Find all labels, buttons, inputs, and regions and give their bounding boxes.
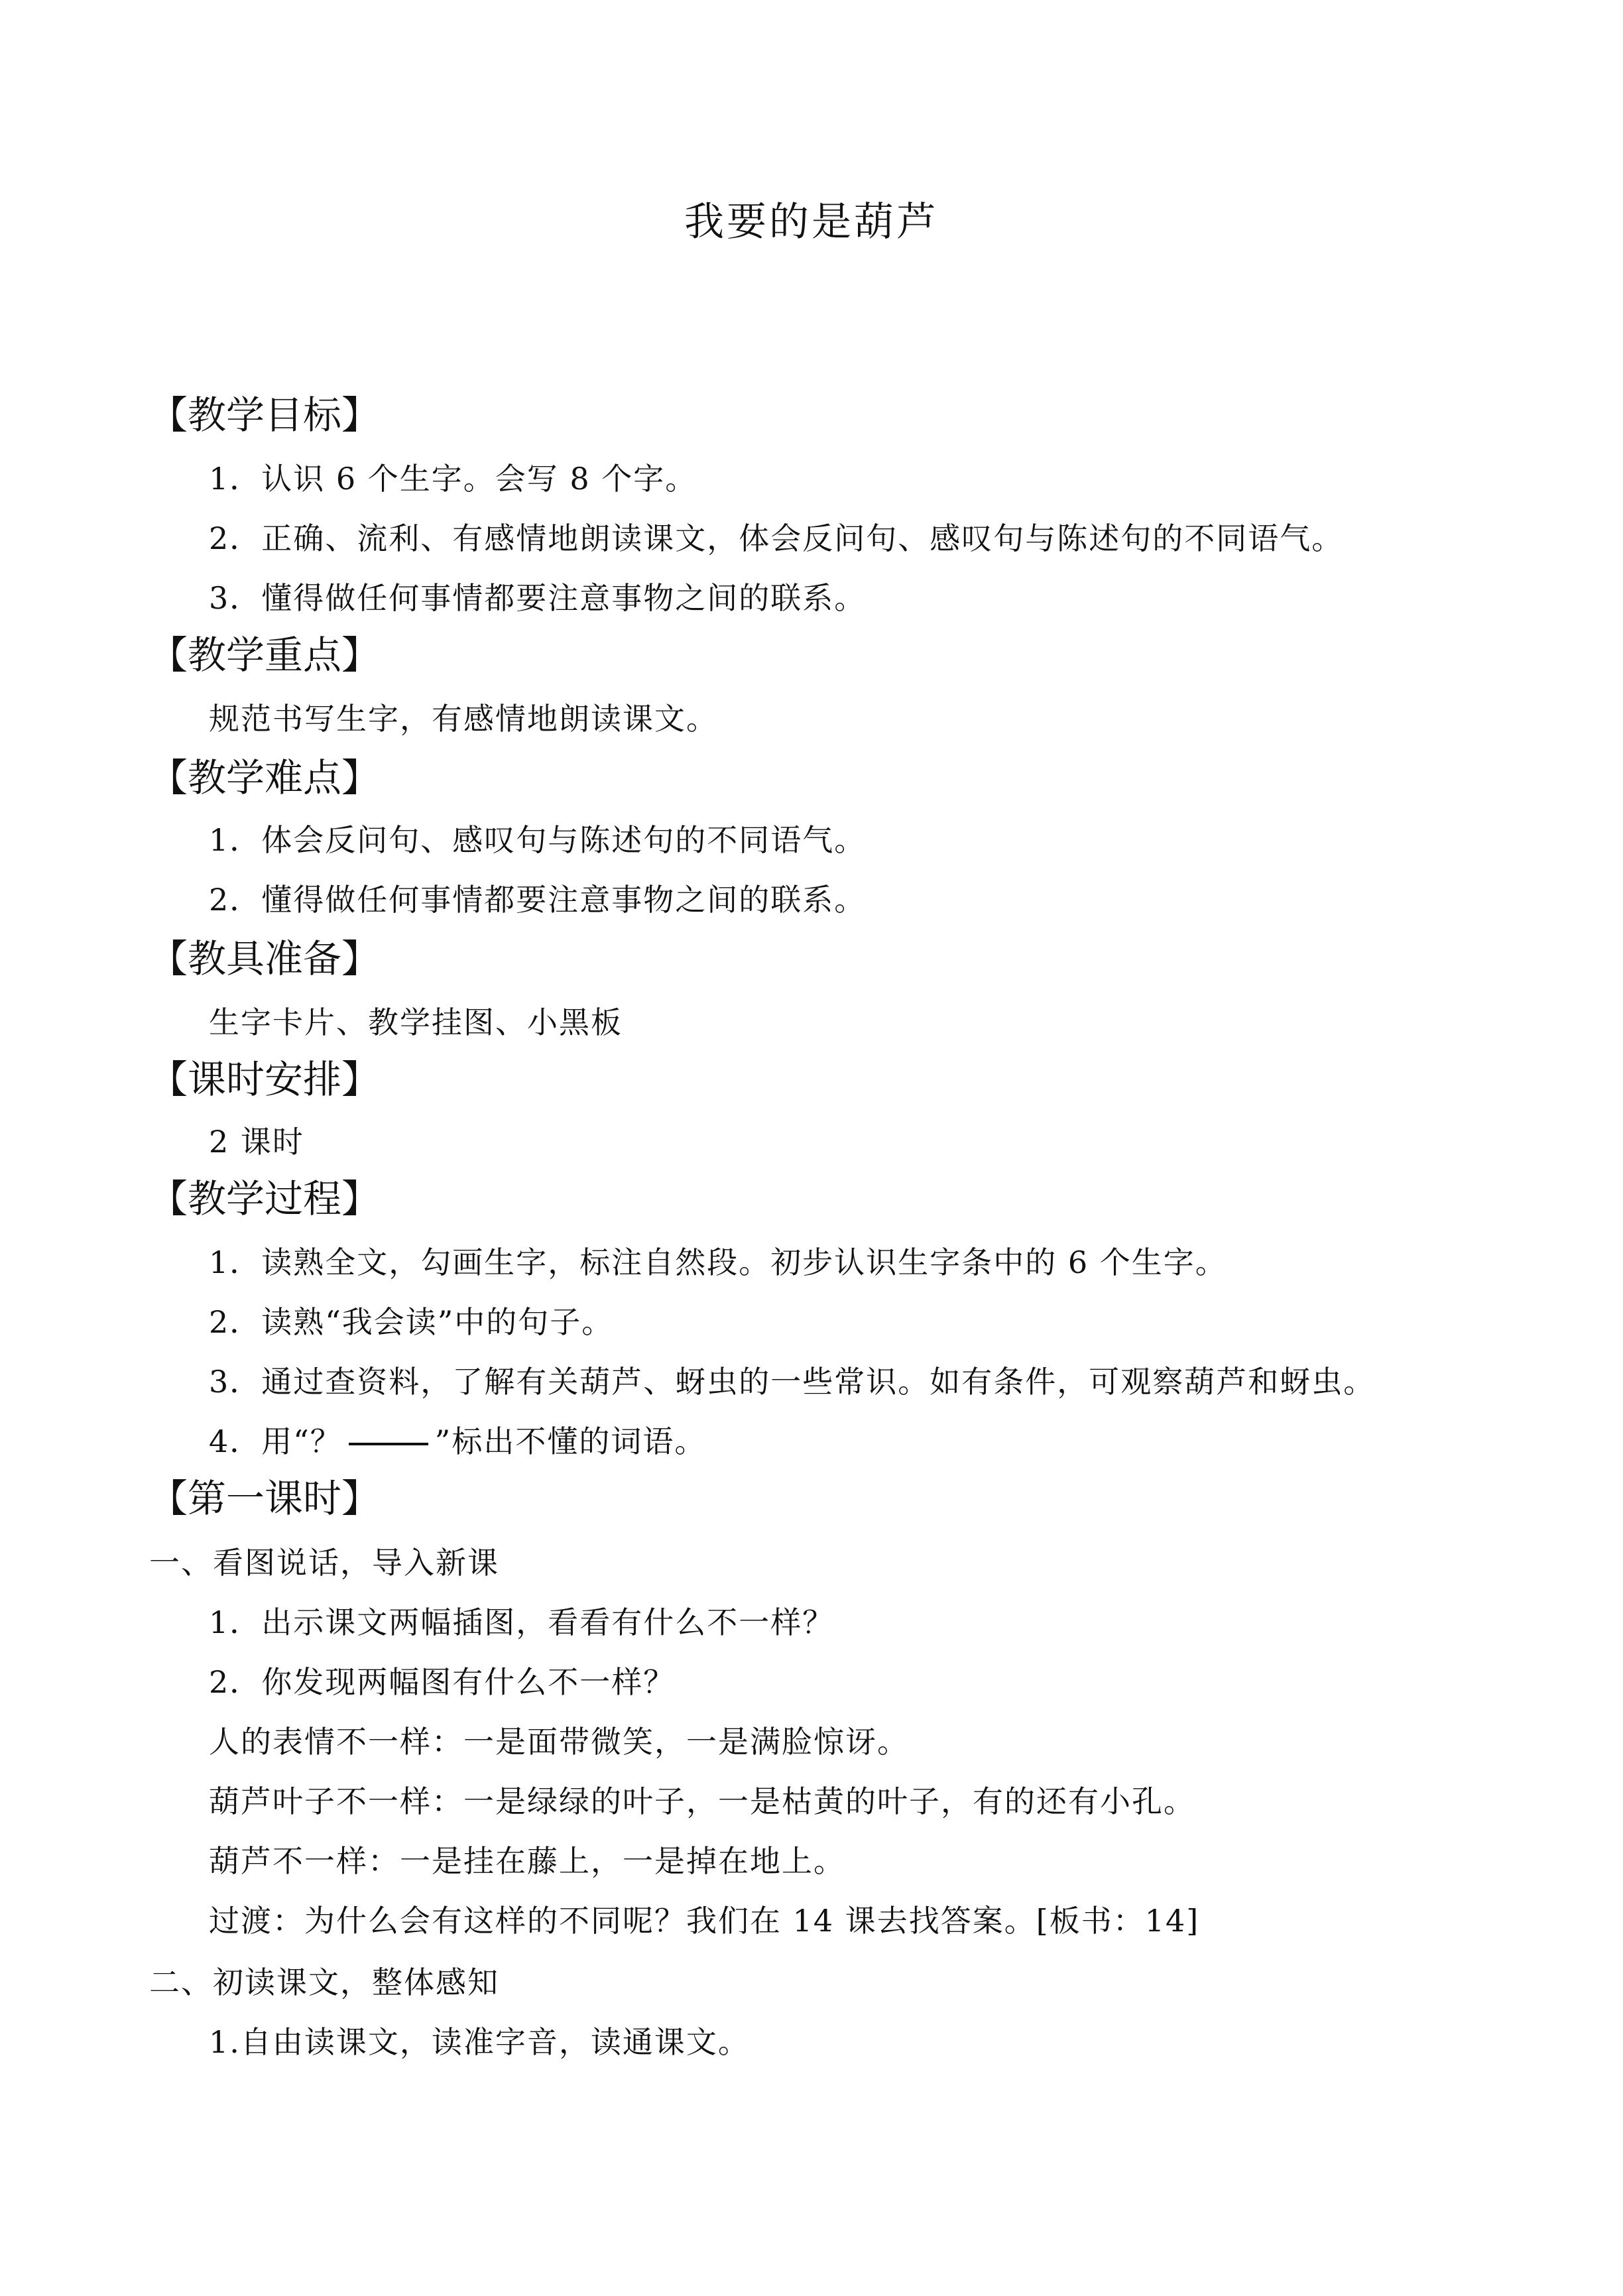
section-title: 二、初读课文，整体感知 (149, 1964, 499, 2000)
materials-text: 生字卡片、教学挂图、小黑板 (209, 1004, 623, 1040)
lesson-item: 1.自由读课文，读准字音，读通课文。 (209, 2024, 750, 2060)
difficulties-heading: 【教学难点】 (149, 755, 381, 800)
underline-mark (349, 1443, 428, 1445)
difficulty-item: 1．体会反问句、感叹句与陈述句的不同语气。 (209, 822, 867, 858)
process-item-4-suffix: ”标出不懂的词语。 (434, 1423, 707, 1459)
objective-item: 2．正确、流利、有感情地朗读课文，体会反问句、感叹句与陈述句的不同语气。 (209, 520, 1344, 556)
lesson-item: 1．出示课文两幅插图，看看有什么不一样？ (209, 1604, 835, 1640)
schedule-text: 2 课时 (209, 1124, 304, 1160)
lesson-item: 2．你发现两幅图有什么不一样？ (209, 1664, 676, 1700)
process-item: 1．读熟全文，勾画生字，标注自然段。初步认识生字条中的 6 个生字。 (209, 1244, 1227, 1280)
process-item: 2．读熟“我会读”中的句子。 (209, 1304, 614, 1340)
objective-item: 3．懂得做任何事情都要注意事物之间的联系。 (209, 580, 867, 616)
lesson-item: 葫芦叶子不一样：一是绿绿的叶子，一是枯黄的叶子，有的还有小孔。 (209, 1783, 1195, 1819)
process-item-4 (209, 1420, 706, 1463)
section-title: 一、看图说话，导入新课 (149, 1545, 499, 1581)
lesson-item: 过渡：为什么会有这样的不同呢？我们在 14 课去找答案。[板书：14] (209, 1903, 1200, 1939)
page-title: 我要的是葫芦 (684, 199, 939, 245)
process-item: 3．通过查资料，了解有关葫芦、蚜虫的一些常识。如有条件，可观察葫芦和蚜虫。 (209, 1364, 1376, 1400)
schedule-heading: 【课时安排】 (149, 1057, 381, 1102)
lesson-item: 人的表情不一样：一是面带微笑，一是满脸惊讶。 (209, 1724, 909, 1760)
process-heading: 【教学过程】 (149, 1176, 381, 1221)
lesson1-heading: 【第一课时】 (149, 1476, 381, 1521)
difficulty-item: 2．懂得做任何事情都要注意事物之间的联系。 (209, 882, 867, 918)
process-item-4-prefix: 4．用“？ (209, 1423, 342, 1459)
materials-heading: 【教具准备】 (149, 936, 381, 981)
key-points-heading: 【教学重点】 (149, 633, 381, 678)
lesson-item: 葫芦不一样：一是挂在藤上，一是掉在地上。 (209, 1843, 845, 1879)
objectives-heading: 【教学目标】 (149, 393, 381, 438)
key-points-text: 规范书写生字，有感情地朗读课文。 (209, 701, 718, 737)
objective-item: 1．认识 6 个生字。会写 8 个字。 (209, 461, 697, 497)
